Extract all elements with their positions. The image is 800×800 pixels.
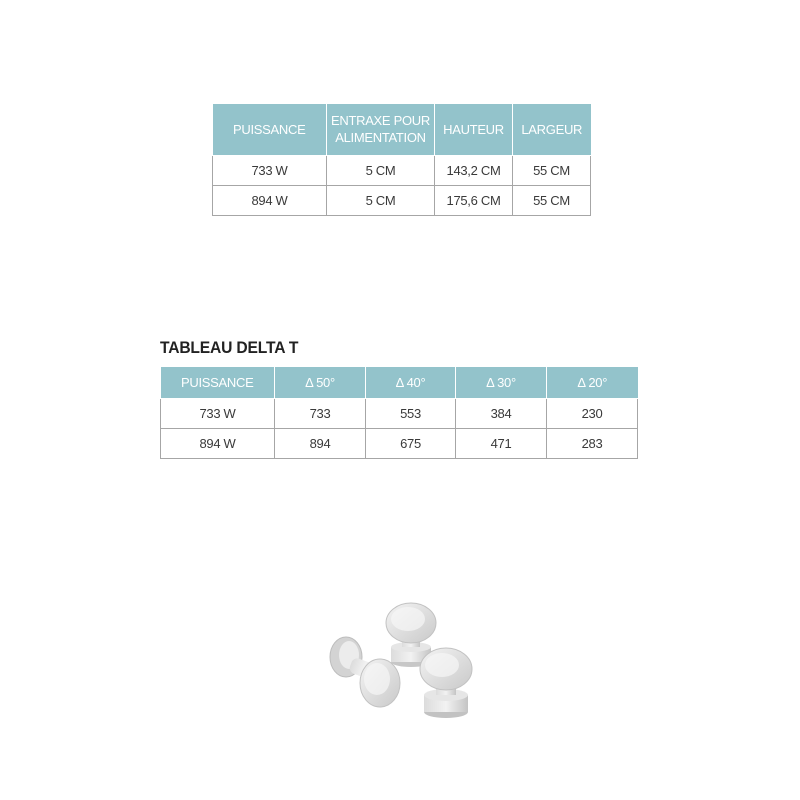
header-largeur: LARGEUR xyxy=(513,104,591,155)
header-puissance: PUISSANCE xyxy=(213,104,327,155)
cell-puissance: 894 W xyxy=(161,428,275,458)
table-row xyxy=(213,155,591,185)
cell-delta-30: 471 xyxy=(456,428,547,458)
header-delta-30: Δ 30° xyxy=(456,367,547,398)
cell-largeur: 55 CM xyxy=(513,155,591,185)
header-delta-50: Δ 50° xyxy=(275,367,366,398)
table-row xyxy=(161,428,638,458)
header-puissance: PUISSANCE xyxy=(161,367,275,398)
cell-delta-40: 553 xyxy=(366,398,456,428)
header-entraxe-line1: ENTRAXE POUR xyxy=(331,113,430,129)
knob-front xyxy=(420,648,472,718)
knob-left xyxy=(330,637,400,707)
cell-puissance: 733 W xyxy=(213,155,327,185)
cell-delta-20: 230 xyxy=(547,398,638,428)
cell-delta-30: 384 xyxy=(456,398,547,428)
delta-header-row xyxy=(161,367,638,398)
cell-largeur: 55 CM xyxy=(513,185,591,215)
cell-puissance: 894 W xyxy=(213,185,327,215)
dimensions-table xyxy=(212,104,591,216)
dimensions-header-row xyxy=(213,104,591,155)
header-entraxe xyxy=(327,104,435,155)
delta-table-title: TABLEAU DELTA T xyxy=(160,338,299,357)
delta-t-table xyxy=(160,367,638,459)
cell-delta-20: 283 xyxy=(547,428,638,458)
cell-entraxe: 5 CM xyxy=(327,155,435,185)
cell-delta-50: 733 xyxy=(275,398,366,428)
cell-puissance: 733 W xyxy=(161,398,275,428)
header-entraxe-line2: ALIMENTATION xyxy=(335,130,426,146)
header-delta-20: Δ 20° xyxy=(547,367,638,398)
cell-delta-40: 675 xyxy=(366,428,456,458)
cell-entraxe: 5 CM xyxy=(327,185,435,215)
table-row xyxy=(161,398,638,428)
header-delta-40: Δ 40° xyxy=(366,367,456,398)
towel-hook-knobs-image xyxy=(320,595,490,730)
header-hauteur: HAUTEUR xyxy=(435,104,513,155)
cell-delta-50: 894 xyxy=(275,428,366,458)
table-row xyxy=(213,185,591,215)
cell-hauteur: 143,2 CM xyxy=(435,155,513,185)
cell-hauteur: 175,6 CM xyxy=(435,185,513,215)
